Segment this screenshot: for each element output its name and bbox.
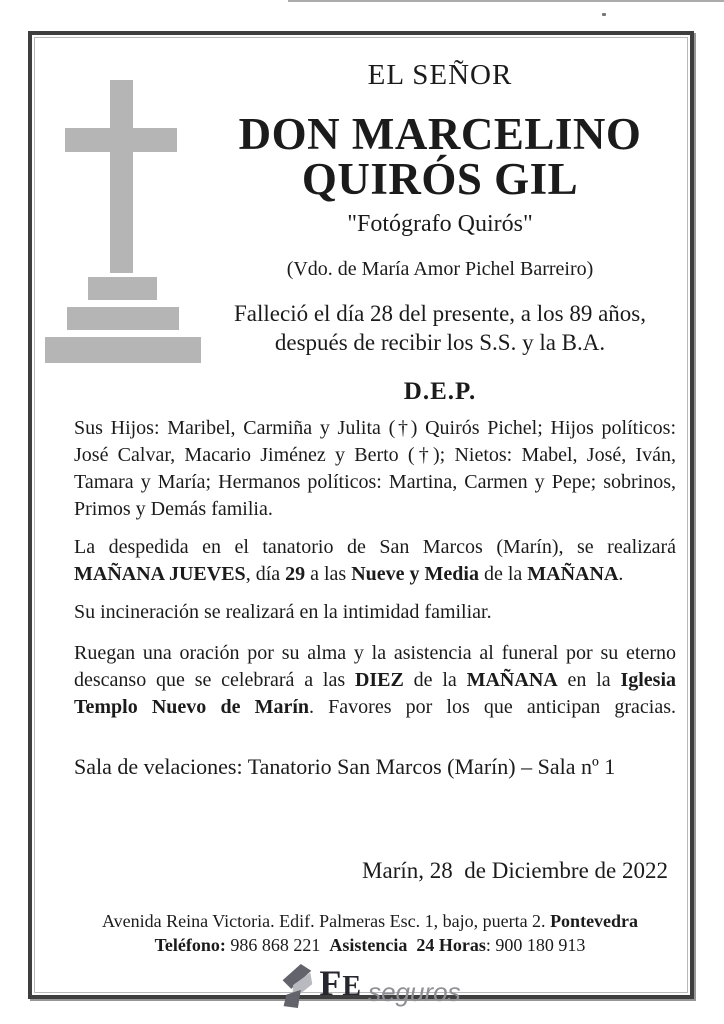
widower-note: (Vdo. de María Amor Pichel Barreiro)	[286, 258, 594, 280]
scan-artifact-line	[288, 0, 724, 2]
cross-horizontal-bar	[65, 128, 177, 152]
obituary-header	[205, 59, 675, 406]
farewell-paragraph: La despedida en el tanatorio de San Marcos (Marín), se realizará MAÑANA JUEVES, día 29 a las Nueve y Media de la MAÑANA.	[74, 536, 676, 585]
rip-abbreviation: D.E.P.	[403, 378, 477, 405]
place-and-date-line: Marín, 28 de Diciembre de 2022	[362, 858, 668, 883]
logo-letter-e: E	[342, 971, 363, 1002]
obituary-body	[74, 415, 676, 781]
scan-artifact-speck	[602, 13, 606, 16]
logo-letter-f: F	[319, 963, 343, 1003]
cremation-paragraph: Su incineración se realizará en la intimidad familiar.	[74, 601, 492, 623]
fe-seguros-logo-mark-icon	[279, 964, 313, 1008]
deceased-alias: "Fotógrafo Quirós"	[347, 211, 533, 237]
funeral-home-footer	[32, 909, 690, 1008]
deceased-name-line-2: QUIRÓS GIL	[301, 154, 579, 204]
cross-base-step-2	[67, 307, 179, 330]
death-notice-line-2: después de recibir los S.S. y la B.A.	[274, 330, 606, 355]
death-notice-line-1: Falleció el día 28 del presente, a los 89 años,	[234, 301, 646, 326]
footer-address-line: Avenida Reina Victoria. Edif. Palmeras Esc. 1, bajo, puerta 2. Pontevedra	[101, 911, 639, 931]
fe-seguros-wordmark	[319, 963, 363, 1008]
obituary-frame	[28, 31, 694, 1007]
death-notice	[205, 299, 675, 357]
cross-vertical-bar	[110, 80, 133, 273]
funeral-paragraph: Ruegan una oración por su alma y la asistencia al funeral por su eterno descanso que se celebrará a las DIEZ de la MAÑANA en la Iglesia Templo Nuevo de Marín. Favores por los que anticipan gracias.	[74, 642, 677, 718]
memorial-cross-icon	[32, 35, 242, 375]
wake-room-line: Sala de velaciones: Tanatorio San Marcos (Marín) – Sala nº 1	[74, 754, 616, 779]
deceased-name-line-1: DON MARCELINO	[238, 109, 642, 159]
deceased-name	[205, 109, 675, 204]
cross-base-step-1	[88, 277, 157, 300]
family-paragraph: Sus Hijos: Maribel, Carmiña y Julita (†) Quirós Pichel; Hijos políticos: José Calvar, Macario Jiménez y Berto (†); Nietos: Mabel, José, Iván, Tamara y María; Hermanos políticos: Martina, Carmen y Pepe; sobrinos, Primos y Demás familia.	[74, 417, 676, 520]
honorific-title: EL SEÑOR	[367, 59, 513, 91]
footer-phone-line: Teléfono: 986 868 221 Asistencia 24 Horas: 900 180 913	[154, 935, 586, 955]
fe-seguros-logo	[50, 964, 690, 1008]
cross-base-step-3	[45, 337, 201, 363]
logo-tagline: seguros	[368, 977, 461, 1007]
